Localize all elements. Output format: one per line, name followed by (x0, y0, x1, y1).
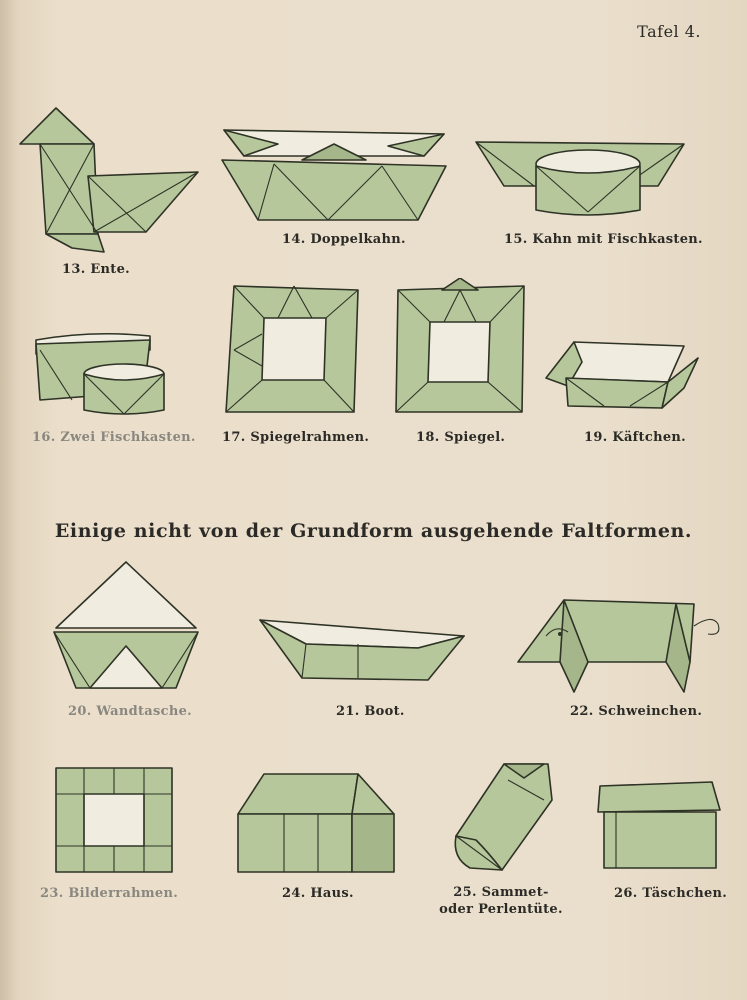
figure-15-caption: 15. Kahn mit Fischkasten. (504, 232, 703, 247)
figure-25-velvet-bead-bag (448, 760, 558, 880)
figure-20-wall-pocket (50, 560, 202, 692)
figure-26-caption: 26. Täschchen. (614, 886, 728, 901)
mirror-frame-illustration (222, 282, 366, 416)
figure-21-caption: 21. Boot. (336, 704, 405, 719)
figure-24-house (234, 770, 398, 876)
figure-20-caption: 20. Wandtasche. (68, 704, 192, 719)
plate-number: Tafel 4. (637, 22, 701, 41)
small-pouch-illustration (596, 778, 722, 872)
figure-17-mirror-frame (222, 282, 366, 416)
figure-14-double-boat (218, 126, 450, 224)
figure-22-caption: 22. Schweinchen. (570, 704, 703, 719)
figure-25-caption-text: 25. Sammet- oder Perlentüte. (439, 885, 563, 917)
figure-18-mirror (394, 278, 528, 416)
picture-frame-illustration (52, 764, 176, 876)
bead-bag-illustration (448, 760, 558, 880)
boat-fishbox-illustration (474, 136, 688, 218)
figure-21-boat (258, 614, 470, 684)
figure-22-piglet (516, 596, 726, 696)
wall-pocket-illustration (50, 560, 202, 692)
figure-13-duck (16, 104, 201, 254)
house-illustration (234, 770, 398, 876)
boat-illustration (258, 614, 470, 684)
two-fishboxes-illustration (32, 330, 168, 420)
figure-25-caption (436, 884, 566, 918)
figure-16-caption: 16. Zwei Fischkasten. (32, 430, 196, 445)
figure-19-caption: 19. Käftchen. (584, 430, 686, 445)
figure-18-caption: 18. Spiegel. (416, 430, 506, 445)
figure-15-boat-with-fishbox (474, 136, 688, 218)
figure-14-caption: 14. Doppelkahn. (282, 232, 406, 247)
figure-16-two-fishboxes (32, 330, 168, 420)
mirror-illustration (394, 278, 528, 416)
figure-24-caption: 24. Haus. (282, 886, 354, 901)
figure-13-caption: 13. Ente. (62, 262, 131, 277)
piglet-illustration (516, 596, 726, 696)
figure-17-caption: 17. Spiegelrahmen. (222, 430, 370, 445)
section-heading: Einige nicht von der Grundform ausgehende Faltformen. (54, 520, 693, 542)
figure-23-picture-frame (52, 764, 176, 876)
figure-19-small-box (544, 338, 700, 410)
figure-23-caption: 23. Bilderrahmen. (40, 886, 179, 901)
small-box-illustration (544, 338, 700, 410)
double-boat-illustration (218, 126, 450, 224)
duck-illustration (16, 104, 201, 254)
figure-26-small-pouch (596, 778, 722, 872)
